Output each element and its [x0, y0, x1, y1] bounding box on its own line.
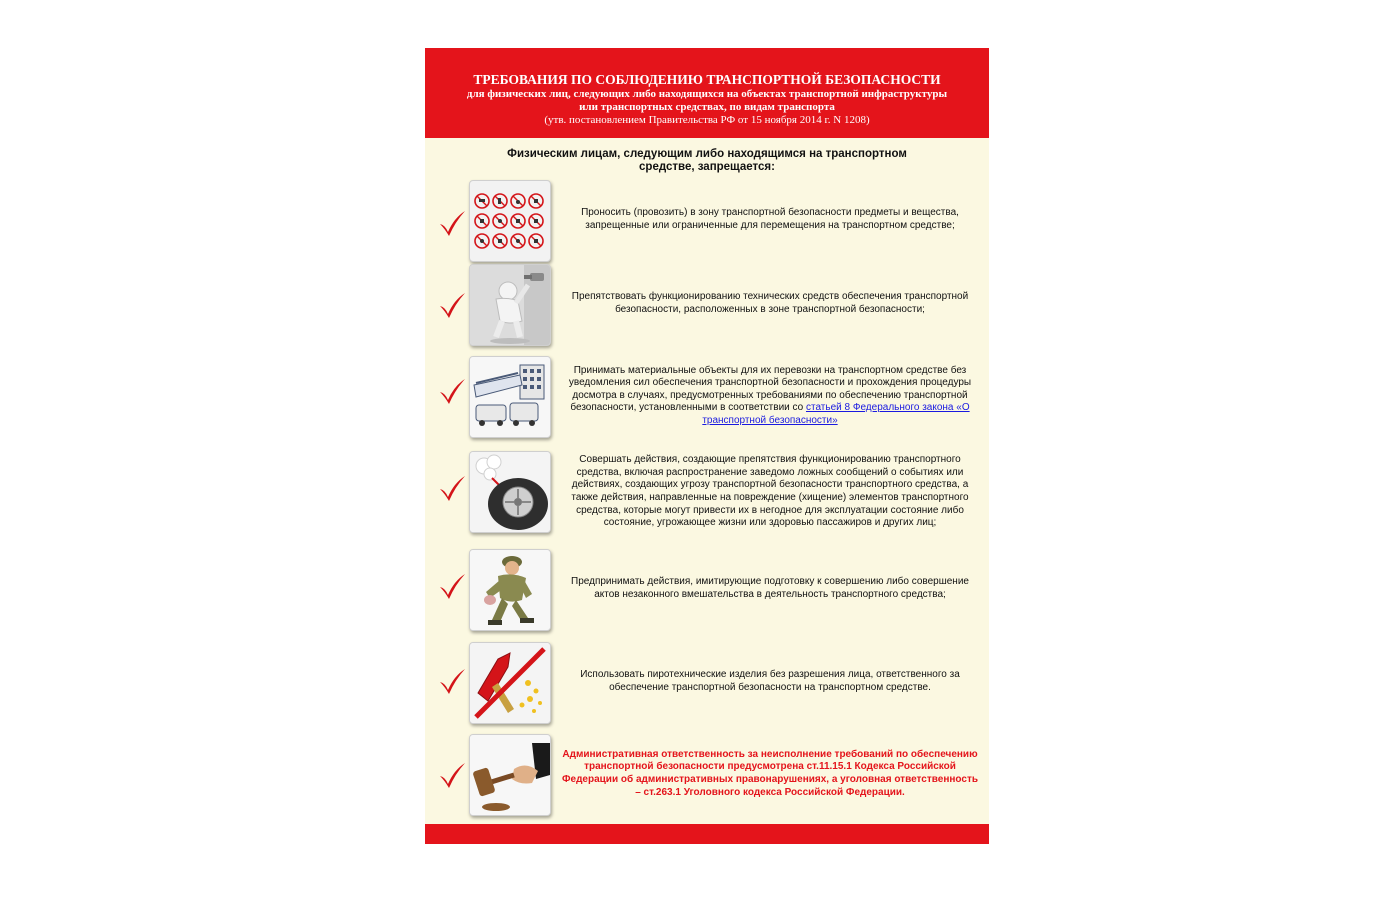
check-mark-icon — [437, 376, 467, 406]
rule-item — [425, 356, 989, 438]
footer-bar — [425, 824, 989, 844]
rule-text: Проносить (провозить) в зону транспортной безопасности предметы и вещества, запрещенные или ограниченные для перемещения на транспортном средстве; — [581, 207, 959, 231]
rule-text: Предпринимать действия, имитирующие подготовку к совершению либо совершение актов незаконного вмешательства в деятельность транспортного средства; — [571, 576, 969, 600]
check-mark-icon — [437, 473, 467, 503]
poster-title: ТРЕБОВАНИЯ ПО СОБЛЮДЕНИЮ ТРАНСПОРТНОЙ БЕЗОПАСНОСТИ — [473, 72, 941, 87]
flat-tire-icon — [469, 451, 551, 533]
rule-item — [425, 180, 989, 262]
rule-text: Использовать пиротехнические изделия без разрешения лица, ответственного за обеспечение транспортной безопасности на транспортном средстве. — [580, 669, 960, 693]
transport-objects-icon — [469, 356, 551, 438]
check-mark-icon — [437, 571, 467, 601]
check-mark-icon — [437, 760, 467, 790]
poster — [425, 48, 989, 844]
rule-text: Совершать действия, создающие препятствия функционированию транспортного средства, включая распространение заведомо ложных сообщений о событиях или действиях, создающих угрозу транспортной безопасности транспортного средства, а также действия, направленные на повреждение (хищение) элементов транспортного средства, которые могут привести их в негодное для эксплуатации состояние либо состояние, угрожающее жизни или здоровью пассажиров и других лиц; — [571, 454, 969, 529]
rule-text: Принимать материальные объекты для их перевозки на транспортном средстве без уведомления сил обеспечения транспортной безопасности и прохождения процедуры досмотра в случаях, предусмотренных требованиями по обеспечению транспортной безопасности, установленными в соответствии со — [568, 364, 972, 414]
poster-header — [425, 48, 989, 138]
gavel-icon — [469, 734, 551, 816]
rule-item — [425, 642, 989, 724]
check-mark-icon — [437, 290, 467, 320]
rule-item — [425, 451, 989, 533]
prohibited-items-icon — [469, 180, 551, 262]
check-mark-icon — [437, 208, 467, 238]
rule-item — [425, 264, 989, 346]
poster-decree-note: (утв. постановлением Правительства РФ от 15 ноября 2014 г. N 1208) — [544, 114, 870, 126]
rule-item — [425, 549, 989, 631]
camera-obstruction-icon — [469, 264, 551, 346]
rule-item — [425, 734, 989, 816]
soldier-icon — [469, 549, 551, 631]
poster-subtitle: для физических лиц, следующих либо находящихся на объектах транспортной инфраструктуры или транспортных средствах, по видам транспорта — [466, 88, 948, 113]
federal-law-link[interactable]: статьей 8 Федерального закона «О транспортной безопасности» — [702, 402, 970, 426]
check-mark-icon — [437, 666, 467, 696]
section-title: Физическим лицам, следующим либо находящимся на транспортном средстве, запрещается: — [507, 148, 907, 173]
rule-text: Препятствовать функционированию технических средств обеспечения транспортной безопасности, расположенных в зоне транспортной безопасности; — [571, 291, 969, 315]
no-fireworks-icon — [469, 642, 551, 724]
liability-notice: Административная ответственность за неисполнение требований по обеспечению транспортной безопасности предусмотрена ст.11.15.1 Кодекса Российской Федерации об административных правонарушениях, а уголовная ответственность – ст.263.1 Уголовного кодекса Российской Федерации. — [561, 748, 978, 798]
